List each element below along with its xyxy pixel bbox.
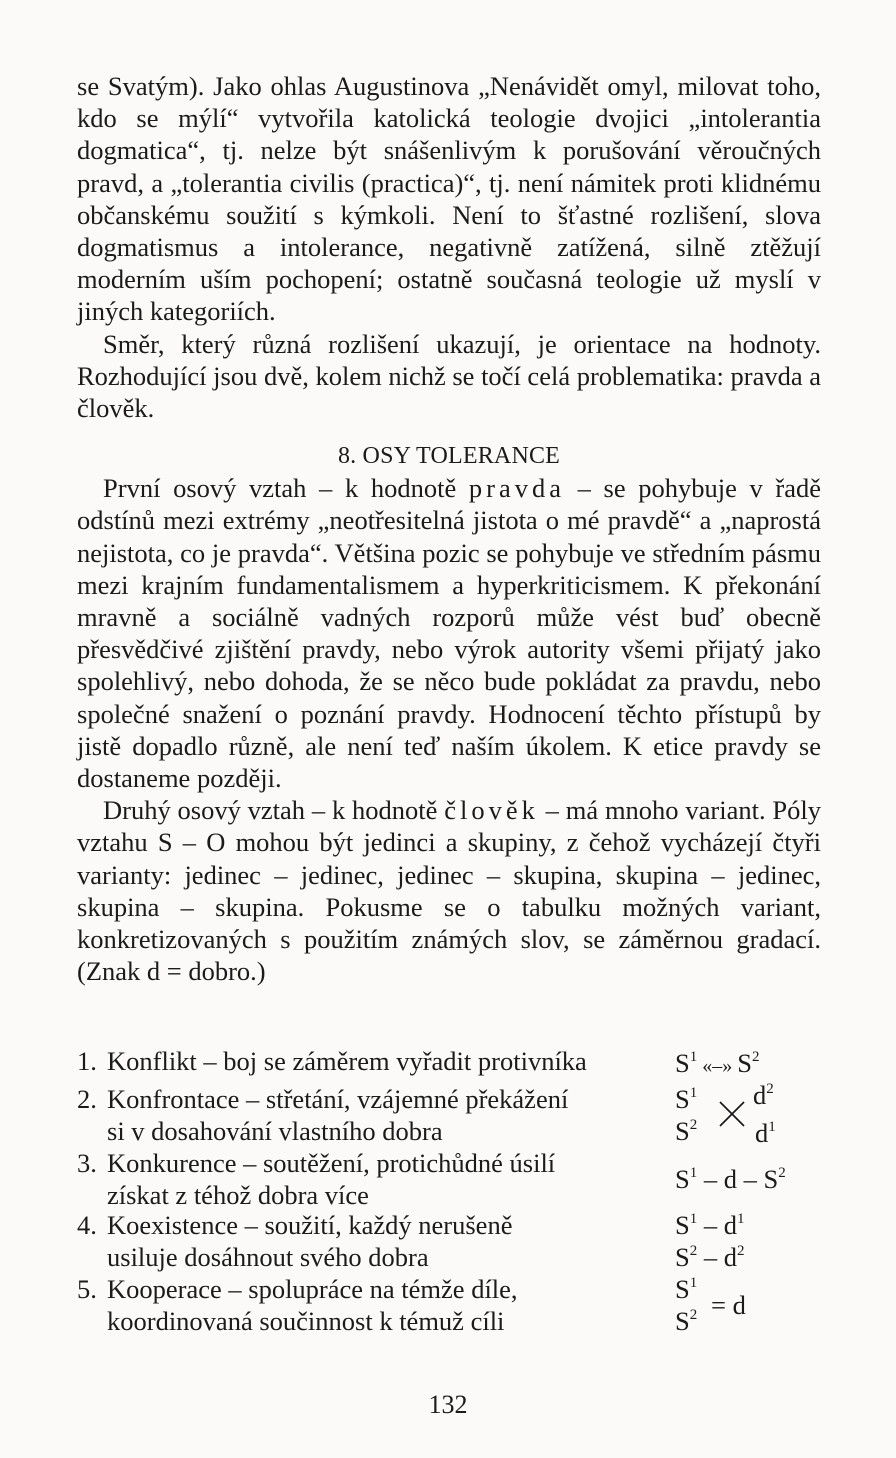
symbol-d: d: [753, 1080, 767, 1110]
paragraph-4-rest: – má mnoho variant. Póly vztahu S – O mohou být jedinci a skupiny, z čehož vycházejí čtyři varianty: jedinec – jedinec, jedinec – skupina, skupina – jedinec, skupina – skupina. Pokusme se o tabulku možných variant, konkretizovaných s použitím známých slov, se záměrnou gradací. (Znak d = dobro.): [77, 795, 821, 987]
list-item-text: Konkurence – soutěžení, protichůdné úsilí: [107, 1148, 556, 1178]
symbol-s: S: [675, 1274, 690, 1304]
formula-confrontation: [675, 1080, 785, 1148]
page-number: 132: [428, 1390, 468, 1419]
superscript: 2: [689, 1117, 698, 1133]
symbol-s: S: [675, 1306, 690, 1336]
formula-conflict: [675, 1047, 760, 1082]
symbol-s: S: [675, 1116, 690, 1146]
paragraph-3: [77, 472, 821, 794]
symbol-s: S: [737, 1048, 752, 1078]
list-item-text: Kooperace – spolupráce na témže díle,: [107, 1274, 518, 1304]
paragraph-1: se Svatým). Jako ohlas Augustinova „Nenávidět omyl, milovat toho, kdo se mýlí“ vytvořila katolická teologie dvojici „intolerantia dogmatica“, tj. nelze být snášenlivým k porušování věroučných pravd, a „tolerantia civilis (practica)“, tj. není námitek proti klidnému občanskému soužití s kýmkoli. Není to šťastné rozlišení, slova dogmatismus a intolerance, negativně zatížená, silně ztěžují moderním uším pochopení; ostatně současná teologie už myslí v jiných kategoriích.: [77, 71, 821, 327]
arrow-symbol: «–»: [697, 1055, 738, 1077]
equals-d: = d: [711, 1290, 746, 1320]
paragraph-2: Směr, který různá rozlišení ukazují, je orientace na hodnoty. Rozhodující jsou dvě, kolem nichž se točí celá problematika: pravda a člověk.: [77, 328, 821, 424]
dash-symbol: –: [697, 1242, 724, 1272]
superscript: 1: [689, 1085, 698, 1101]
symbol-d: d: [755, 1118, 769, 1148]
superscript: 1: [689, 1165, 698, 1181]
list-item: [77, 1209, 821, 1273]
paragraph-3-rest: – se pohybuje v řadě odstínů mezi extrémy „neotřesitelná jistota o mé pravdě“ a „naprostá nejistota, co je pravda“. Většina pozic se pohybuje ve středním pásmu mezi krajním fundamentalismem a hyperkriticismem. K překonání mravně a sociálně vadných rozporů může vést buď obecně přesvědčivé zjištění pravdy, nebo výrok autority všemi přijatý jako spolehlivý, nebo dohoda, že se něco bude pokládat za pravdu, nebo společné snažení o poznání pravdy. Hodnocení těchto přístupů by jistě dopadlo různě, ale není teď naším úkolem. K etice pravdy se dostaneme později.: [77, 473, 821, 794]
paragraph-3-start: První osový vztah – k hodnotě: [103, 473, 469, 504]
symbol-s: S: [675, 1242, 690, 1272]
spaced-word-pravda: pravda: [468, 473, 565, 504]
formula-coexistence: [675, 1209, 745, 1273]
cross-icon: [717, 1099, 747, 1129]
section-heading: 8. OSY TOLERANCE: [337, 443, 561, 470]
symbol-s: S: [675, 1084, 690, 1114]
symbol-s: S: [675, 1210, 690, 1240]
list-item-text: Konfrontace – střetání, vzájemné překážení: [107, 1084, 569, 1114]
symbol-s: S: [675, 1048, 690, 1078]
dash-symbol: –: [737, 1164, 764, 1194]
formula-line: [675, 1241, 745, 1273]
list-item-text-block: [107, 1209, 667, 1273]
dash-symbol: –: [697, 1210, 724, 1240]
list-item: [77, 1045, 821, 1083]
symbol-s: S: [675, 1164, 690, 1194]
list-item-number: 5.: [77, 1274, 97, 1304]
symbol-d: d: [723, 1210, 737, 1240]
superscript: 1: [737, 1211, 745, 1227]
superscript: 2: [689, 1243, 698, 1259]
list-item-text: Koexistence – soužití, každý nerušeně: [107, 1210, 513, 1240]
list-item-number: 3.: [77, 1148, 97, 1178]
list-item-text-block: [107, 1083, 667, 1147]
superscript: 1: [689, 1211, 698, 1227]
superscript: 2: [778, 1165, 786, 1181]
superscript: 1: [768, 1119, 776, 1135]
tolerance-variants-list: [77, 1045, 821, 1337]
formula-competition: [675, 1163, 786, 1195]
list-item-text-block: [107, 1147, 667, 1211]
superscript: 2: [689, 1307, 698, 1323]
list-item-text: koordinovaná součinnost k témuž cíli: [107, 1306, 505, 1336]
page-body: [77, 70, 821, 987]
list-item-number: 1.: [77, 1046, 97, 1076]
superscript: 2: [737, 1243, 745, 1259]
list-item-text: usiluje dosáhnout svého dobra: [107, 1242, 429, 1272]
list-item-number: 2.: [77, 1084, 97, 1114]
list-item: [77, 1273, 821, 1337]
formula-line: [675, 1209, 745, 1241]
superscript: 1: [689, 1049, 698, 1065]
superscript: 2: [766, 1081, 774, 1097]
paragraph-4-start: Druhý osový vztah – k hodnotě: [103, 795, 445, 826]
dash-symbol: –: [697, 1164, 724, 1194]
symbol-s: S: [763, 1164, 779, 1194]
symbol-d: d: [723, 1164, 737, 1194]
list-item: [77, 1080, 821, 1148]
superscript: 1: [689, 1275, 698, 1291]
list-item-text: získat z téhož dobra více: [107, 1180, 369, 1210]
list-item: [77, 1147, 821, 1209]
superscript: 2: [752, 1049, 760, 1065]
paragraph-4: [77, 794, 821, 987]
formula-cooperation: [675, 1273, 775, 1337]
symbol-d: d: [723, 1242, 737, 1272]
list-item-text: Konflikt – boj se záměrem vyřadit protivníka: [107, 1046, 587, 1076]
list-item-text: si v dosahování vlastního dobra: [107, 1116, 443, 1146]
spaced-word-clovek: člověk: [444, 795, 539, 826]
list-item-text-block: [107, 1273, 667, 1337]
list-item-number: 4.: [77, 1210, 97, 1240]
